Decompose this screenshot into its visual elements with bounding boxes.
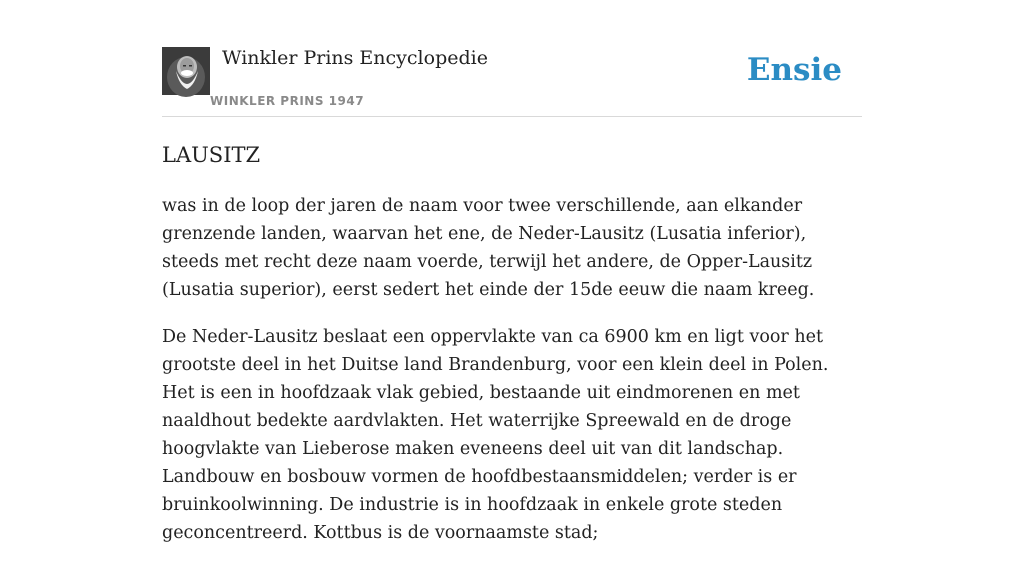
site-header — [162, 46, 862, 117]
edition-label[interactable]: WINKLER PRINS 1947 — [210, 94, 365, 108]
bearded-portrait-icon — [162, 47, 210, 95]
avatar-icon[interactable] — [162, 47, 210, 95]
article-paragraph: De Neder-Lausitz beslaat een oppervlakte van ca 6900 km en ligt voor het grootste deel in het Duitse land Brandenburg, voor een klein deel in Polen. Het is een in hoofdzaak vlak gebied, bestaande uit eindmorenen en met naaldhout bedekte aardvlakten. Het waterrijke Spreewald en de droge hoogvlakte van Lieberose maken eveneens deel uit van dit landschap. Landbouw en bosbouw vormen de hoofdbestaansmiddelen; verder is er bruinkoolwinning. De industrie is in hoofdzaak in enkele grote steden geconcentreerd. Kottbus is de voornaamste stad; — [162, 327, 829, 543]
article-title: LAUSITZ — [162, 143, 261, 167]
brand-logo-link[interactable]: Ensie — [746, 52, 842, 88]
article-paragraph: was in de loop der jaren de naam voor twee verschillende, aan elkander grenzende landen, waarvan het ene, de Neder-Lausitz (Lusatia inferior), steeds met recht deze naam voerde, terwijl het andere, de Opper-Lausitz (Lusatia superior), eerst sedert het einde der 15de eeuw die naam kreeg. — [162, 196, 815, 300]
site-title[interactable]: Winkler Prins Encyclopedie — [222, 47, 488, 69]
article-body — [162, 192, 862, 566]
